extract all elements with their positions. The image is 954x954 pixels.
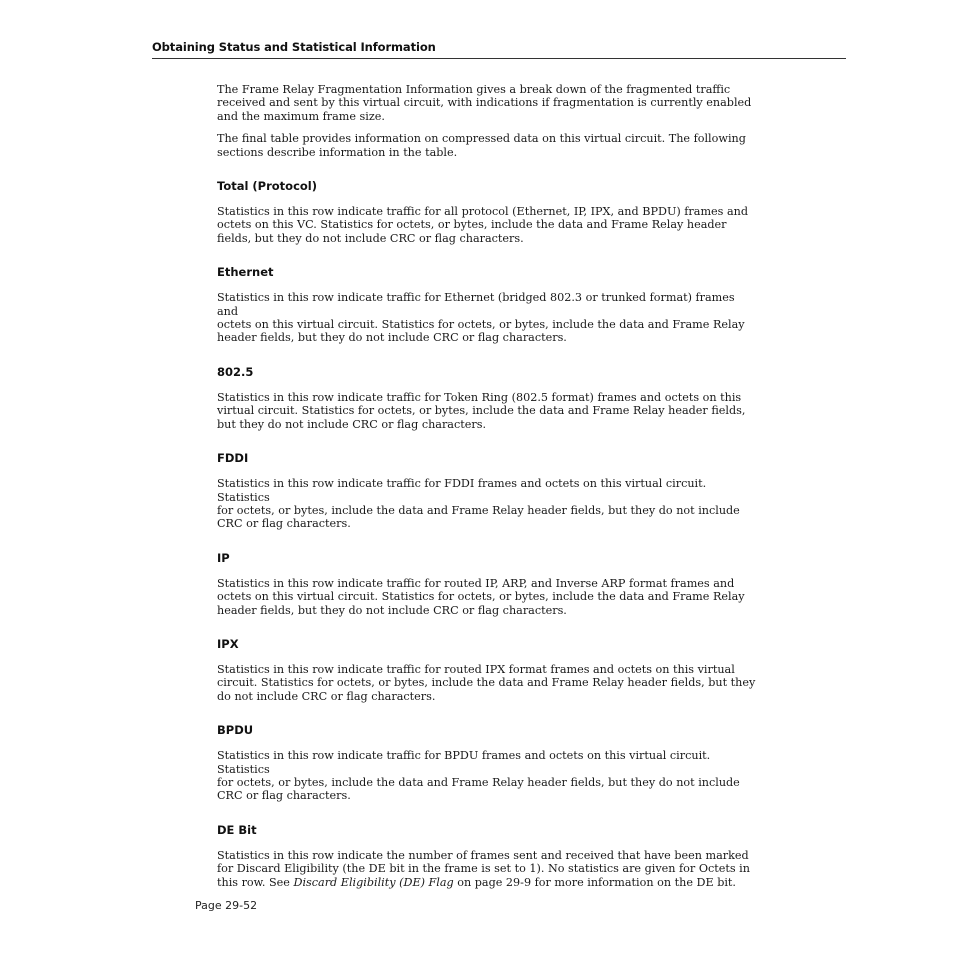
section-heading: IPX bbox=[217, 636, 239, 651]
section-body bbox=[217, 849, 757, 889]
page-number: Page 29-52 bbox=[195, 899, 258, 912]
section-heading: 802.5 bbox=[217, 364, 254, 379]
section-body: Statistics in this row indicate traffic for routed IP, ARP, and Inverse ARP format frames and octets on this virtual circuit. Statistics for octets, or bytes, include the data and Frame Relay header fields, but they do not include CRC or flag characters. bbox=[217, 576, 745, 617]
section-ipx bbox=[217, 637, 757, 703]
section-bpdu bbox=[217, 723, 757, 803]
intro-paragraph: The Frame Relay Fragmentation Information gives a break down of the fragmented traffic received and sent by this virtual circuit, with indications if fragmentation is currently enabled and the maximum frame size. bbox=[217, 83, 752, 123]
section-body: Statistics in this row indicate traffic for all protocol (Ethernet, IP, IPX, and BPDU) frames and octets on this VC. Statistics for octets, or bytes, include the data and Frame Relay header fields, but they do not include CRC or flag characters. bbox=[217, 205, 749, 245]
section-heading: Ethernet bbox=[217, 265, 274, 280]
section-ethernet bbox=[217, 265, 757, 345]
body-text: Statistics in this row indicate the number of frames sent and received that have been marked for Discard Eligibility (the DE bit in the frame is set to 1). No statistics are given for Octets in this row. See bbox=[217, 848, 750, 889]
section-ip bbox=[217, 551, 757, 617]
section-body: Statistics in this row indicate traffic for Ethernet (bridged 802.3 or trunked format) frames and octets on this virtual circuit. Statistics for octets, or bytes, include the data and Frame Relay header fields, but they do not include CRC or flag characters. bbox=[217, 291, 745, 345]
intro-paragraph: The final table provides information on compressed data on this virtual circuit. The following sections describe information in the table. bbox=[217, 132, 746, 159]
header-rule bbox=[152, 58, 846, 59]
section-heading: BPDU bbox=[217, 723, 254, 738]
running-header: Obtaining Status and Statistical Information bbox=[152, 40, 436, 54]
section-de-bit bbox=[217, 823, 757, 889]
section-body: Statistics in this row indicate traffic for routed IPX format frames and octets on this virtual circuit. Statistics for octets, or bytes, include the data and Frame Relay header fields, but they do not include CRC or flag characters. bbox=[217, 662, 756, 703]
cross-reference-link[interactable]: Discard Eligibility (DE) Flag bbox=[293, 875, 454, 889]
body-text: on page 29-9 for more information on the DE bit. bbox=[453, 875, 736, 889]
section-body: Statistics in this row indicate traffic for BPDU frames and octets on this virtual circuit. Statistics for octets, or bytes, include the data and Frame Relay header fields, but they do not include CRC or flag characters. bbox=[217, 749, 740, 803]
section-heading: Total (Protocol) bbox=[217, 179, 317, 194]
section-fddi bbox=[217, 451, 757, 531]
section-heading: FDDI bbox=[217, 451, 249, 466]
section-heading: IP bbox=[217, 550, 230, 565]
section-802-5 bbox=[217, 365, 757, 431]
section-heading: DE Bit bbox=[217, 822, 257, 837]
section-body: Statistics in this row indicate traffic for FDDI frames and octets on this virtual circuit. Statistics for octets, or bytes, include the data and Frame Relay header fields, but they do not include CRC or flag characters. bbox=[217, 477, 740, 531]
section-total-protocol bbox=[217, 179, 757, 245]
page-content bbox=[217, 83, 757, 889]
section-body: Statistics in this row indicate traffic for Token Ring (802.5 format) frames and octets on this virtual circuit. Statistics for octets, or bytes, include the data and Frame Relay header fields, but they do not include CRC or flag characters. bbox=[217, 390, 746, 431]
